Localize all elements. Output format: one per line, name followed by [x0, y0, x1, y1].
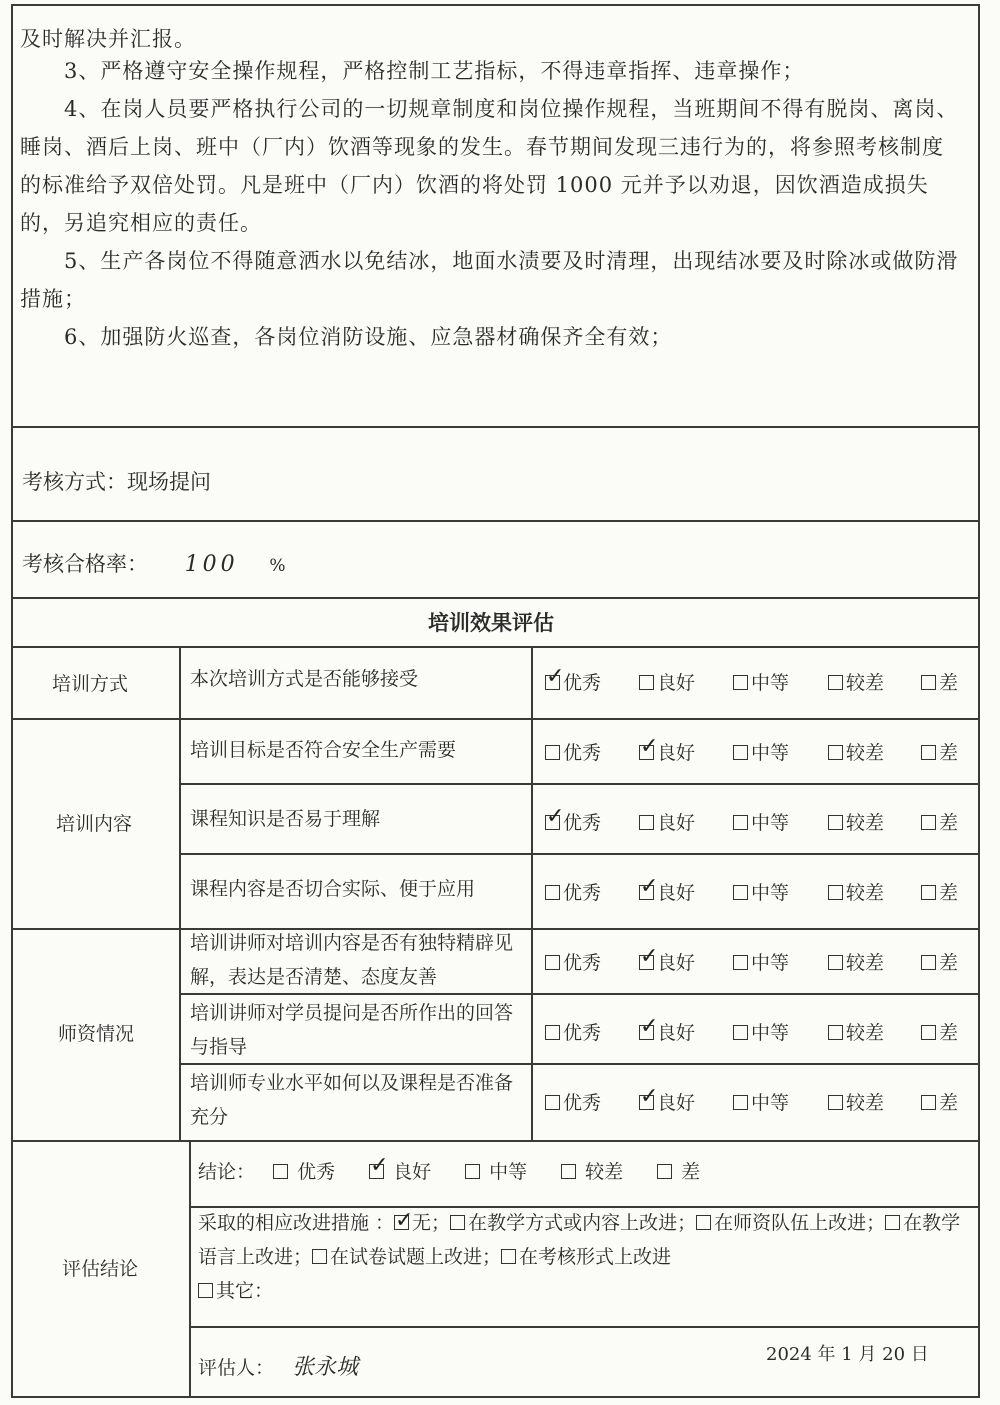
rating-option-label: 差	[939, 672, 959, 694]
group-training-content: 培训内容	[56, 813, 133, 835]
rating-option-label: 良好	[657, 882, 696, 904]
checkbox-icon[interactable]	[828, 1025, 843, 1040]
checkbox-icon[interactable]	[639, 675, 654, 690]
checkbox-icon[interactable]	[639, 1095, 654, 1110]
rating-option-3[interactable]	[733, 1088, 789, 1115]
assessment-date: 2024 年 1 月 20 日	[766, 1344, 929, 1365]
group-training-method: 培训方式	[52, 673, 129, 695]
assessor	[198, 1350, 358, 1381]
rating-option-4[interactable]	[828, 1088, 884, 1115]
checkbox-icon[interactable]	[733, 955, 748, 970]
checkbox-icon[interactable]	[198, 1283, 213, 1298]
checkbox-icon[interactable]	[733, 885, 748, 900]
rating-option-label: 较差	[846, 812, 885, 834]
checkbox-icon[interactable]	[885, 1215, 900, 1230]
rating-option-3[interactable]	[733, 878, 789, 905]
checkbox-icon[interactable]	[545, 885, 560, 900]
rating-option-2[interactable]	[639, 1088, 695, 1115]
rating-option-3[interactable]	[733, 1018, 789, 1045]
rating-option-4[interactable]	[828, 948, 884, 975]
conclusion-option-2[interactable]	[369, 1161, 431, 1183]
text-item-4: 4、在岗人员要严格执行公司的一切规章制度和岗位操作规程，当班期间不得有脱岗、离岗、睡岗、酒后上岗、班中（厂内）饮酒等现象的发生。春节期间发现三违行为的，将参照考核制度的标准给予双倍处罚。凡是班中（厂内）饮酒的将处罚 1000 元并予以劝退，因饮酒造成损失的，另追究相应的责任。	[20, 97, 959, 235]
exam-pass-rate	[22, 548, 286, 578]
rating-option-label: 差	[939, 1092, 959, 1114]
group-instructor: 师资情况	[58, 1023, 135, 1045]
checkbox-icon[interactable]	[828, 745, 843, 760]
checkbox-icon[interactable]	[733, 1025, 748, 1040]
checkbox-icon[interactable]	[545, 955, 560, 970]
measure-option-6[interactable]	[501, 1246, 671, 1268]
conclusion-option-4[interactable]	[561, 1161, 623, 1183]
rating-option-label: 较差	[846, 672, 885, 694]
rating-option-4[interactable]	[828, 1018, 884, 1045]
checkbox-icon[interactable]	[828, 675, 843, 690]
checkbox-icon[interactable]	[828, 815, 843, 830]
rating-option-1[interactable]	[545, 878, 601, 905]
checkbox-icon[interactable]	[465, 1164, 480, 1179]
conclusion-option-label: 优秀	[297, 1161, 336, 1183]
rating-option-label: 中等	[751, 882, 790, 904]
rating-option-2[interactable]	[639, 808, 695, 835]
checkbox-icon[interactable]	[828, 955, 843, 970]
measure-option-2[interactable]	[450, 1212, 696, 1234]
measure-option-label: 在考核形式上改进	[519, 1246, 672, 1268]
text-item-3: 3、严格遵守安全操作规程，严格控制工艺指标，不得违章指挥、违章操作；	[64, 59, 805, 83]
exam-method-label: 考核方式：	[22, 470, 127, 494]
checkbox-icon[interactable]	[561, 1164, 576, 1179]
rating-option-1[interactable]	[545, 668, 601, 695]
rating-option-2[interactable]	[639, 878, 695, 905]
rating-option-5[interactable]	[921, 668, 958, 695]
rating-option-3[interactable]	[733, 808, 789, 835]
rating-option-5[interactable]	[921, 878, 958, 905]
rating-option-5[interactable]	[921, 738, 958, 765]
conclusion-option-label: 良好	[393, 1161, 432, 1183]
measure-option-label: 无；	[412, 1212, 451, 1234]
rating-option-label: 中等	[751, 742, 790, 764]
conclusion-option-label: 中等	[489, 1161, 528, 1183]
checkbox-icon[interactable]	[696, 1215, 711, 1230]
checkbox-icon[interactable]	[545, 815, 560, 830]
rating-option-2[interactable]	[639, 738, 695, 765]
checkbox-icon[interactable]	[639, 955, 654, 970]
question-row: 培训师专业水平如何以及课程是否准备充分	[190, 1072, 514, 1128]
eval-title: 培训效果评估	[428, 610, 554, 635]
checkbox-icon[interactable]	[639, 885, 654, 900]
improvement-measures	[198, 1206, 973, 1308]
rating-option-label: 差	[939, 882, 959, 904]
rating-option-label: 差	[939, 952, 959, 974]
rating-option-label: 中等	[751, 1092, 790, 1114]
rating-option-label: 优秀	[563, 1022, 602, 1044]
rating-option-2[interactable]	[639, 1018, 695, 1045]
conclusion-option-label: 差	[681, 1161, 701, 1183]
rating-option-label: 良好	[657, 952, 696, 974]
rating-option-2[interactable]	[639, 948, 695, 975]
checkbox-icon[interactable]	[450, 1215, 465, 1230]
rating-option-label: 较差	[846, 1092, 885, 1114]
rating-option-label: 差	[939, 742, 959, 764]
rating-option-label: 优秀	[563, 812, 602, 834]
rating-option-label: 优秀	[563, 672, 602, 694]
rating-option-3[interactable]	[733, 668, 789, 695]
measure-option-5[interactable]	[312, 1246, 501, 1268]
question-row: 课程知识是否易于理解	[190, 808, 381, 830]
checkbox-icon[interactable]	[828, 885, 843, 900]
question-row: 培训目标是否符合安全生产需要	[190, 739, 457, 761]
conclusion-option-5[interactable]	[657, 1161, 700, 1183]
group-conclusion: 评估结论	[62, 1258, 139, 1280]
checkbox-icon[interactable]	[501, 1249, 516, 1264]
text-line-1: 及时解决并汇报。	[20, 27, 196, 51]
rating-option-label: 较差	[846, 742, 885, 764]
text-item-6: 6、加强防火巡查，各岗位消防设施、应急器材确保齐全有效；	[64, 325, 673, 349]
rating-option-label: 优秀	[563, 1092, 602, 1114]
measure-option-7[interactable]	[198, 1280, 273, 1302]
question-row: 培训讲师对学员提问是否所作出的回答与指导	[190, 1002, 514, 1058]
assessor-label: 评估人：	[198, 1357, 275, 1379]
rating-option-1[interactable]	[545, 738, 601, 765]
rating-option-label: 良好	[657, 1092, 696, 1114]
rating-option-3[interactable]	[733, 948, 789, 975]
checkbox-icon[interactable]	[921, 955, 936, 970]
rating-option-label: 中等	[751, 672, 790, 694]
measure-option-label: 在教学方式或内容上改进；	[468, 1212, 697, 1234]
rating-option-4[interactable]	[828, 878, 884, 905]
checkbox-icon[interactable]	[921, 745, 936, 760]
rating-option-label: 中等	[751, 952, 790, 974]
checkbox-icon[interactable]	[921, 1025, 936, 1040]
rating-option-label: 中等	[751, 812, 790, 834]
checkbox-icon[interactable]	[733, 1095, 748, 1110]
question-row: 课程内容是否切合实际、便于应用	[190, 878, 476, 900]
rating-option-label: 优秀	[563, 952, 602, 974]
checkbox-icon[interactable]	[369, 1164, 384, 1179]
checkbox-icon[interactable]	[545, 1025, 560, 1040]
rating-option-label: 差	[939, 1022, 959, 1044]
rating-option-1[interactable]	[545, 808, 601, 835]
rating-option-3[interactable]	[733, 738, 789, 765]
checkbox-icon[interactable]	[639, 745, 654, 760]
checkbox-icon[interactable]	[828, 1095, 843, 1110]
measure-option-label: 在教学语言上改进；	[198, 1212, 961, 1268]
rating-option-5[interactable]	[921, 948, 958, 975]
checkbox-icon[interactable]	[312, 1249, 327, 1264]
checkbox-icon[interactable]	[545, 1095, 560, 1110]
rating-option-1[interactable]	[545, 1018, 601, 1045]
conclusion-option-3[interactable]	[465, 1161, 527, 1183]
exam-rate-unit: %	[269, 556, 286, 576]
exam-rate-label: 考核合格率：	[22, 552, 148, 576]
rating-option-1[interactable]	[545, 1088, 601, 1115]
checkbox-icon[interactable]	[639, 1025, 654, 1040]
rating-option-label: 优秀	[563, 882, 602, 904]
rating-option-label: 良好	[657, 742, 696, 764]
question-row: 本次培训方式是否能够接受	[190, 668, 419, 690]
conclusion-option-1[interactable]	[273, 1161, 335, 1183]
checkbox-icon[interactable]	[733, 815, 748, 830]
measure-option-3[interactable]	[696, 1212, 885, 1234]
checkbox-icon[interactable]	[545, 745, 560, 760]
checkbox-icon[interactable]	[733, 675, 748, 690]
rating-option-label: 良好	[657, 672, 696, 694]
rating-option-4[interactable]	[828, 668, 884, 695]
assessor-signature: 张永城	[292, 1355, 359, 1380]
rating-option-5[interactable]	[921, 1018, 958, 1045]
checkbox-icon[interactable]	[921, 885, 936, 900]
measures-label: 采取的相应改进措施 ：	[198, 1212, 395, 1234]
rating-option-label: 优秀	[563, 742, 602, 764]
rating-option-5[interactable]	[921, 1088, 958, 1115]
rating-option-5[interactable]	[921, 808, 958, 835]
text-item-5: 5、生产各岗位不得随意洒水以免结冰，地面水渍要及时清理，出现结冰要及时除冰或做防滑措施；	[20, 249, 959, 311]
rating-option-label: 较差	[846, 882, 885, 904]
conclusion-option-label: 较差	[585, 1161, 624, 1183]
checkbox-icon[interactable]	[921, 1095, 936, 1110]
checkbox-icon[interactable]	[639, 815, 654, 830]
measure-option-1[interactable]	[394, 1212, 450, 1234]
rating-option-4[interactable]	[828, 808, 884, 835]
checkbox-icon[interactable]	[733, 745, 748, 760]
rating-option-label: 良好	[657, 1022, 696, 1044]
conclusion-result	[198, 1157, 722, 1184]
rating-option-4[interactable]	[828, 738, 884, 765]
rating-option-2[interactable]	[639, 668, 695, 695]
checkbox-icon[interactable]	[394, 1215, 409, 1230]
checkbox-icon[interactable]	[921, 815, 936, 830]
rating-option-label: 良好	[657, 812, 696, 834]
measure-option-label: 在师资队伍上改进；	[714, 1212, 886, 1234]
conclusion-result-label: 结论：	[198, 1161, 256, 1183]
checkbox-icon[interactable]	[657, 1164, 672, 1179]
exam-method	[22, 466, 211, 496]
rating-option-label: 较差	[846, 1022, 885, 1044]
rating-option-label: 中等	[751, 1022, 790, 1044]
rating-option-label: 差	[939, 812, 959, 834]
checkbox-icon[interactable]	[921, 675, 936, 690]
exam-rate-value: 100	[184, 552, 239, 577]
rating-option-1[interactable]	[545, 948, 601, 975]
exam-method-value: 现场提问	[127, 470, 211, 494]
measure-option-label: 在试卷试题上改进；	[330, 1246, 502, 1268]
measure-option-label: 其它：	[216, 1280, 274, 1302]
checkbox-icon[interactable]	[273, 1164, 288, 1179]
rating-option-label: 较差	[846, 952, 885, 974]
checkbox-icon[interactable]	[545, 675, 560, 690]
question-row: 培训讲师对培训内容是否有独特精辟见解，表达是否清楚、态度友善	[190, 932, 514, 988]
